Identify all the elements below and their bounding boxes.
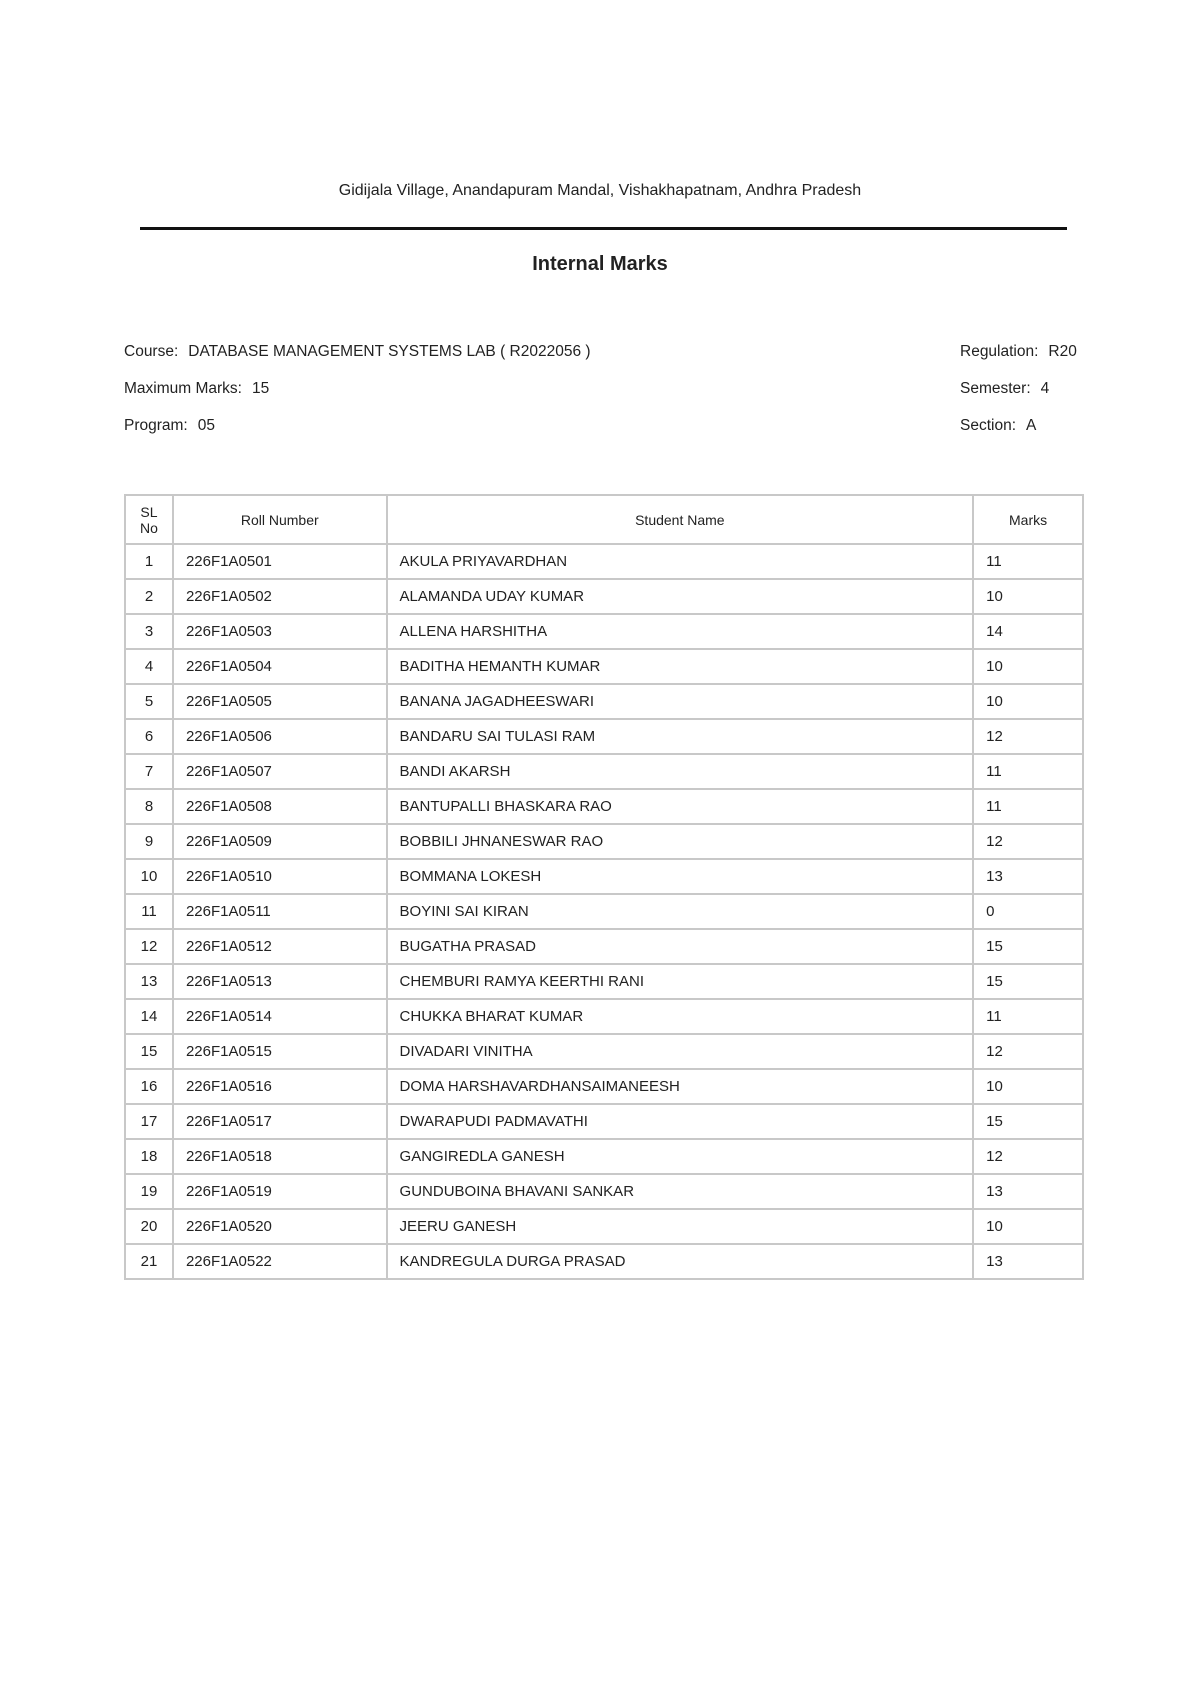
cell-name: BOBBILI JHNANESWAR RAO — [387, 824, 974, 859]
section-row — [960, 416, 1077, 453]
cell-sl: 2 — [125, 579, 173, 614]
table-header-row — [125, 495, 1083, 544]
cell-roll: 226F1A0507 — [173, 754, 387, 789]
course-info-right — [960, 342, 1077, 453]
cell-roll: 226F1A0503 — [173, 614, 387, 649]
cell-sl: 11 — [125, 894, 173, 929]
cell-name: DWARAPUDI PADMAVATHI — [387, 1104, 974, 1139]
table-row — [125, 929, 1083, 964]
cell-sl: 1 — [125, 544, 173, 579]
cell-marks: 10 — [973, 1069, 1083, 1104]
header-divider — [140, 227, 1067, 230]
cell-marks: 10 — [973, 579, 1083, 614]
cell-roll: 226F1A0509 — [173, 824, 387, 859]
cell-name: BANTUPALLI BHASKARA RAO — [387, 789, 974, 824]
max-marks-row — [124, 379, 591, 416]
header-sl-line1: SL — [140, 503, 158, 520]
cell-sl: 6 — [125, 719, 173, 754]
header-roll-number: Roll Number — [173, 495, 387, 544]
semester-label: Semester: — [960, 380, 1031, 397]
cell-roll: 226F1A0522 — [173, 1244, 387, 1279]
marks-table-body — [125, 544, 1083, 1279]
cell-marks: 12 — [973, 1034, 1083, 1069]
page-title: Internal Marks — [532, 253, 668, 275]
cell-name: BANDARU SAI TULASI RAM — [387, 719, 974, 754]
cell-sl: 10 — [125, 859, 173, 894]
cell-name: CHEMBURI RAMYA KEERTHI RANI — [387, 964, 974, 999]
cell-roll: 226F1A0512 — [173, 929, 387, 964]
regulation-value: R20 — [1048, 343, 1077, 360]
cell-sl: 13 — [125, 964, 173, 999]
program-value: 05 — [197, 417, 215, 434]
cell-sl: 18 — [125, 1139, 173, 1174]
cell-roll: 226F1A0505 — [173, 684, 387, 719]
cell-roll: 226F1A0511 — [173, 894, 387, 929]
cell-marks: 12 — [973, 824, 1083, 859]
cell-name: GUNDUBOINA BHAVANI SANKAR — [387, 1174, 974, 1209]
cell-roll: 226F1A0517 — [173, 1104, 387, 1139]
cell-marks: 11 — [973, 544, 1083, 579]
cell-roll: 226F1A0518 — [173, 1139, 387, 1174]
table-row — [125, 964, 1083, 999]
cell-name: ALLENA HARSHITHA — [387, 614, 974, 649]
course-value: DATABASE MANAGEMENT SYSTEMS LAB ( R2022056 ) — [188, 343, 591, 360]
cell-sl: 3 — [125, 614, 173, 649]
semester-value: 4 — [1040, 380, 1050, 397]
cell-marks: 15 — [973, 929, 1083, 964]
table-row — [125, 1209, 1083, 1244]
cell-name: BOYINI SAI KIRAN — [387, 894, 974, 929]
cell-name: BOMMANA LOKESH — [387, 859, 974, 894]
table-row — [125, 999, 1083, 1034]
table-row — [125, 1034, 1083, 1069]
cell-sl: 4 — [125, 649, 173, 684]
cell-marks: 13 — [973, 859, 1083, 894]
cell-roll: 226F1A0514 — [173, 999, 387, 1034]
table-row — [125, 1069, 1083, 1104]
table-row — [125, 649, 1083, 684]
cell-marks: 11 — [973, 754, 1083, 789]
section-label: Section: — [960, 417, 1017, 434]
marks-table — [124, 494, 1084, 1280]
cell-sl: 20 — [125, 1209, 173, 1244]
section-value: A — [1026, 417, 1037, 434]
cell-marks: 14 — [973, 614, 1083, 649]
cell-roll: 226F1A0501 — [173, 544, 387, 579]
institution-address: Gidijala Village, Anandapuram Mandal, Vishakhapatnam, Andhra Pradesh — [338, 182, 862, 199]
cell-roll: 226F1A0519 — [173, 1174, 387, 1209]
semester-row — [960, 379, 1077, 416]
cell-roll: 226F1A0508 — [173, 789, 387, 824]
course-label: Course: — [124, 343, 179, 360]
cell-marks: 0 — [973, 894, 1083, 929]
cell-marks: 11 — [973, 789, 1083, 824]
table-row — [125, 614, 1083, 649]
cell-sl: 5 — [125, 684, 173, 719]
cell-marks: 13 — [973, 1174, 1083, 1209]
cell-marks: 10 — [973, 649, 1083, 684]
table-row — [125, 1244, 1083, 1279]
header-sl-no — [125, 495, 173, 544]
table-row — [125, 1174, 1083, 1209]
table-row — [125, 824, 1083, 859]
cell-name: JEERU GANESH — [387, 1209, 974, 1244]
header-student-name: Student Name — [387, 495, 974, 544]
table-row — [125, 859, 1083, 894]
table-row — [125, 894, 1083, 929]
table-row — [125, 1104, 1083, 1139]
cell-sl: 17 — [125, 1104, 173, 1139]
course-info-left — [124, 342, 591, 453]
cell-roll: 226F1A0504 — [173, 649, 387, 684]
header-marks: Marks — [973, 495, 1083, 544]
program-label: Program: — [124, 417, 188, 434]
cell-name: ALAMANDA UDAY KUMAR — [387, 579, 974, 614]
cell-marks: 15 — [973, 964, 1083, 999]
cell-roll: 226F1A0506 — [173, 719, 387, 754]
cell-roll: 226F1A0515 — [173, 1034, 387, 1069]
table-row — [125, 789, 1083, 824]
cell-marks: 15 — [973, 1104, 1083, 1139]
cell-roll: 226F1A0510 — [173, 859, 387, 894]
cell-name: DOMA HARSHAVARDHANSAIMANEESH — [387, 1069, 974, 1104]
cell-name: GANGIREDLA GANESH — [387, 1139, 974, 1174]
cell-name: BUGATHA PRASAD — [387, 929, 974, 964]
table-row — [125, 579, 1083, 614]
table-row — [125, 1139, 1083, 1174]
cell-name: BADITHA HEMANTH KUMAR — [387, 649, 974, 684]
cell-name: CHUKKA BHARAT KUMAR — [387, 999, 974, 1034]
max-marks-label: Maximum Marks: — [124, 380, 242, 397]
table-row — [125, 684, 1083, 719]
cell-name: DIVADARI VINITHA — [387, 1034, 974, 1069]
cell-sl: 15 — [125, 1034, 173, 1069]
cell-name: KANDREGULA DURGA PRASAD — [387, 1244, 974, 1279]
cell-marks: 13 — [973, 1244, 1083, 1279]
cell-sl: 14 — [125, 999, 173, 1034]
cell-sl: 16 — [125, 1069, 173, 1104]
cell-marks: 12 — [973, 719, 1083, 754]
cell-name: BANANA JAGADHEESWARI — [387, 684, 974, 719]
max-marks-value: 15 — [251, 380, 270, 397]
cell-sl: 7 — [125, 754, 173, 789]
regulation-label: Regulation: — [960, 343, 1039, 360]
cell-sl: 19 — [125, 1174, 173, 1209]
table-row — [125, 719, 1083, 754]
cell-name: AKULA PRIYAVARDHAN — [387, 544, 974, 579]
program-row — [124, 416, 591, 453]
cell-marks: 11 — [973, 999, 1083, 1034]
cell-marks: 12 — [973, 1139, 1083, 1174]
cell-roll: 226F1A0502 — [173, 579, 387, 614]
cell-marks: 10 — [973, 684, 1083, 719]
cell-sl: 12 — [125, 929, 173, 964]
cell-roll: 226F1A0513 — [173, 964, 387, 999]
table-row — [125, 754, 1083, 789]
header-sl-line2: No — [140, 519, 158, 536]
cell-roll: 226F1A0516 — [173, 1069, 387, 1104]
table-row — [125, 544, 1083, 579]
cell-roll: 226F1A0520 — [173, 1209, 387, 1244]
cell-name: BANDI AKARSH — [387, 754, 974, 789]
cell-marks: 10 — [973, 1209, 1083, 1244]
cell-sl: 21 — [125, 1244, 173, 1279]
regulation-row — [960, 342, 1077, 379]
cell-sl: 8 — [125, 789, 173, 824]
cell-sl: 9 — [125, 824, 173, 859]
course-row — [124, 342, 591, 379]
